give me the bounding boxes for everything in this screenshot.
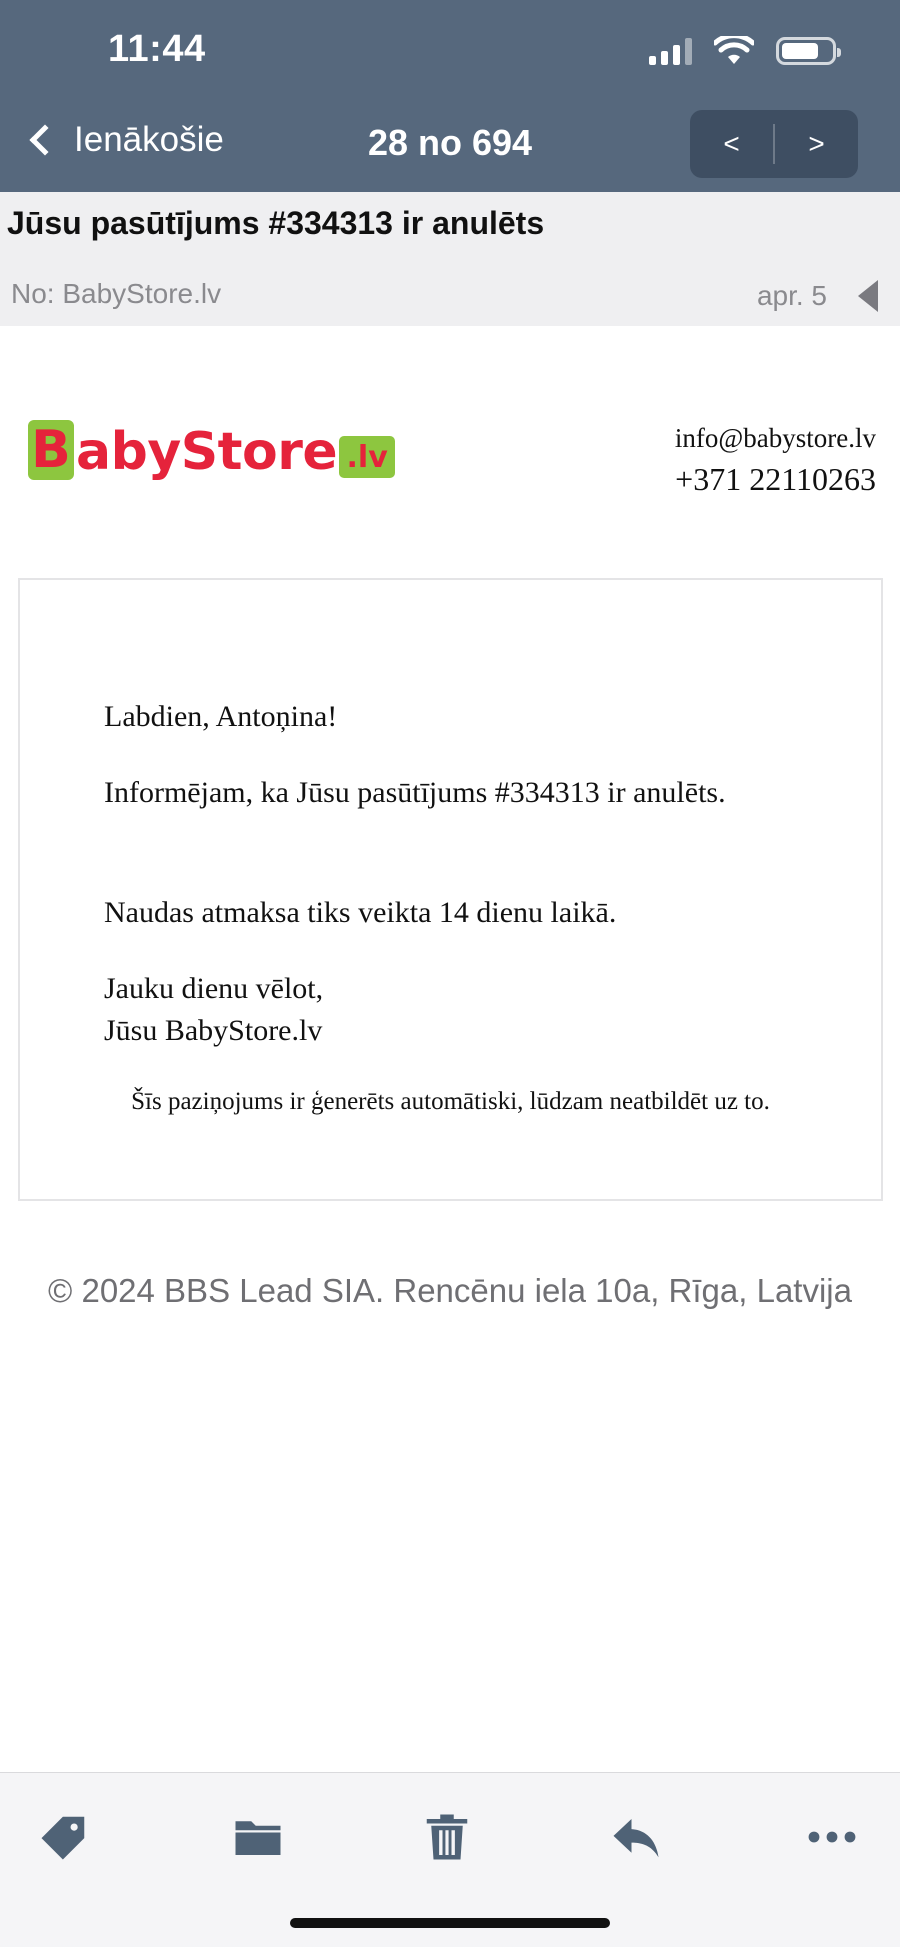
message-counter: 28 no 694 xyxy=(367,122,533,163)
more-actions-button[interactable] xyxy=(796,1801,868,1873)
top-header xyxy=(0,0,900,192)
back-button[interactable] xyxy=(24,120,224,160)
logo-letter-b: B xyxy=(28,420,74,480)
company-footer: © 2024 BBS Lead SIA. Rencēnu iela 10a, Rīga, Latvija xyxy=(47,1272,852,1309)
message-pager xyxy=(690,110,858,178)
wifi-icon xyxy=(714,36,754,66)
home-indicator[interactable] xyxy=(290,1918,610,1928)
move-to-folder-button[interactable] xyxy=(222,1801,294,1873)
email-sender[interactable]: No: BabyStore.lv xyxy=(11,278,222,309)
battery-icon xyxy=(776,37,836,65)
expand-details-icon[interactable] xyxy=(858,280,878,312)
message-body xyxy=(18,578,883,1201)
store-contact xyxy=(675,418,876,500)
logo-domain: .lv xyxy=(339,436,395,478)
refund-text: Naudas atmaksa tiks veikta 14 dienu laikā. xyxy=(104,896,617,929)
status-icons xyxy=(649,36,836,66)
auto-generated-notice: Šīs paziņojums ir ģenerēts automātiski, lūdzam neatbildēt uz to. xyxy=(131,1088,770,1115)
status-time: 11:44 xyxy=(108,28,206,70)
email-date: apr. 5 xyxy=(756,280,827,311)
contact-phone-link[interactable]: +371 22110263 xyxy=(675,461,876,497)
delete-button[interactable] xyxy=(411,1801,483,1873)
trash-icon xyxy=(420,1810,474,1864)
more-icon xyxy=(805,1810,859,1864)
babystore-logo[interactable] xyxy=(28,420,395,480)
closing-text: Jauku dienu vēlot, xyxy=(104,972,324,1005)
signature-text: Jūsu BabyStore.lv xyxy=(104,1014,323,1047)
folder-icon xyxy=(231,1810,285,1864)
reply-icon xyxy=(609,1810,663,1864)
chevron-left-icon xyxy=(29,124,60,155)
cellular-signal-icon xyxy=(649,37,692,65)
reply-button[interactable] xyxy=(600,1801,672,1873)
tag-button[interactable] xyxy=(28,1801,100,1873)
logo-wordmark: abyStore xyxy=(76,422,338,482)
back-button-label: Ienākošie xyxy=(74,120,224,159)
tag-icon xyxy=(37,1810,91,1864)
greeting-text: Labdien, Antoņina! xyxy=(104,700,338,733)
next-message-button[interactable]: > xyxy=(808,128,825,159)
email-header xyxy=(0,192,900,326)
cancellation-text: Informējam, ka Jūsu pasūtījums #334313 ir anulēts. xyxy=(104,776,726,809)
previous-message-button[interactable]: < xyxy=(723,128,740,159)
contact-email-link[interactable]: info@babystore.lv xyxy=(674,423,876,453)
nav-row xyxy=(0,110,900,180)
email-subject: Jūsu pasūtījums #334313 ir anulēts xyxy=(7,205,545,241)
